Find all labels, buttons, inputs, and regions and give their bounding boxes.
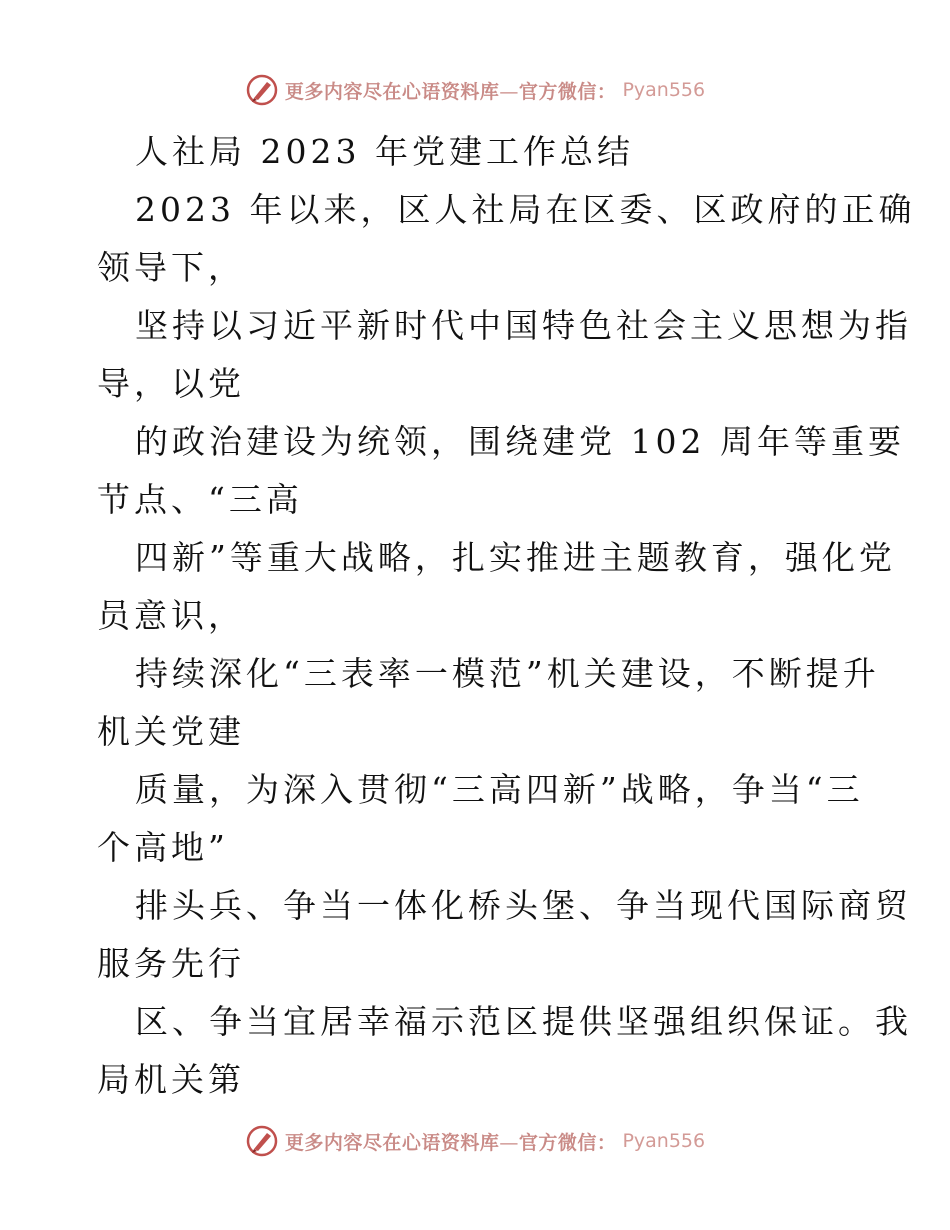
pen-logo-icon — [245, 1124, 279, 1158]
paragraph-line: 节点、“三高 — [97, 480, 303, 519]
paragraph-line: 机关党建 — [97, 712, 245, 751]
pen-logo-icon — [245, 73, 279, 107]
document-title: 人社局 2023 年党建工作总结 — [135, 132, 634, 171]
paragraph-line: 质量，为深入贯彻“三高四新”战略，争当“三 — [135, 770, 864, 809]
paragraph-line: 区、争当宜居幸福示范区提供坚强组织保证。我 — [135, 1002, 912, 1041]
paragraph-line: 员意识， — [97, 596, 245, 635]
paragraph-line: 个高地” — [97, 828, 229, 867]
watermark-wechat-id: Pyan556 — [622, 79, 706, 101]
paragraph-line: 持续深化“三表率一模范”机关建设，不断提升 — [135, 654, 880, 693]
paragraph-line: 2023 年以来，区人社局在区委、区政府的正确 — [135, 190, 916, 229]
paragraph-line: 领导下， — [97, 248, 245, 287]
paragraph-line: 四新”等重大战略，扎实推进主题教育，强化党 — [135, 538, 896, 577]
paragraph-line: 服务先行 — [97, 944, 245, 983]
watermark-header — [0, 70, 950, 110]
paragraph-line: 导，以党 — [97, 364, 245, 403]
watermark-text: 更多内容尽在心语资料库—官方微信： — [284, 80, 617, 103]
paragraph-line: 的政治建设为统领，围绕建党 102 周年等重要 — [135, 422, 905, 461]
paragraph-line: 坚持以习近平新时代中国特色社会主义思想为指 — [135, 306, 912, 345]
watermark-text: 更多内容尽在心语资料库—官方微信： — [284, 1131, 617, 1154]
watermark-wechat-id: Pyan556 — [622, 1130, 706, 1152]
paragraph-line: 局机关第 — [97, 1060, 245, 1099]
paragraph-line: 排头兵、争当一体化桥头堡、争当现代国际商贸 — [135, 886, 912, 925]
document-body — [97, 123, 916, 1109]
watermark-footer — [0, 1121, 950, 1161]
